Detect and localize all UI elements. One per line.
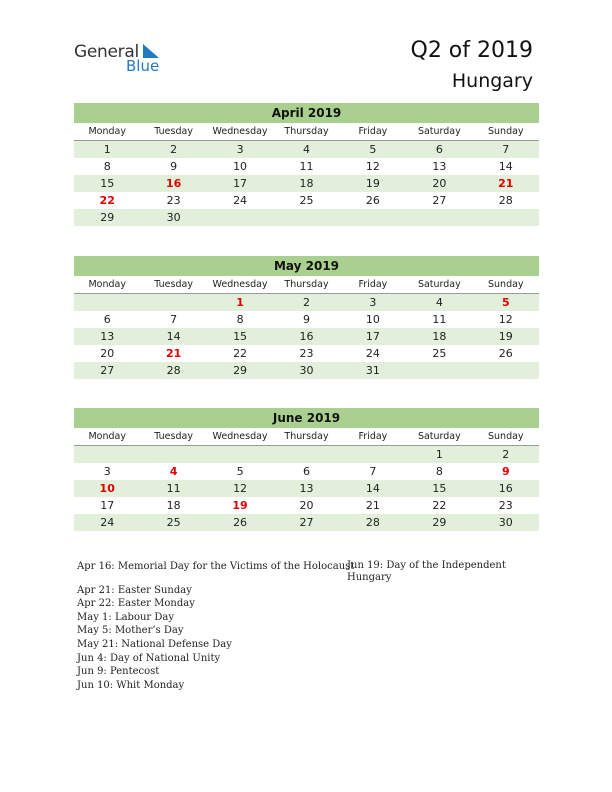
weekday-header: Monday bbox=[74, 276, 140, 294]
day-cell: 19 bbox=[340, 175, 406, 192]
month-title: June 2019 bbox=[74, 408, 539, 428]
weekday-header: Saturday bbox=[406, 276, 472, 294]
day-cell: 1 bbox=[207, 294, 273, 311]
day-cell: 15 bbox=[74, 175, 140, 192]
day-cell: 27 bbox=[273, 514, 339, 531]
day-cell: 10 bbox=[74, 480, 140, 497]
holiday-note: Jun 19: Day of the Independent Hungary bbox=[347, 560, 506, 583]
day-cell: 5 bbox=[340, 141, 406, 158]
day-cell: 11 bbox=[299, 160, 314, 173]
day-cell: 15 bbox=[207, 328, 273, 345]
day-cell: 9 bbox=[170, 160, 178, 173]
day-cell: 20 bbox=[100, 347, 115, 360]
day-cell: 22 bbox=[233, 347, 248, 360]
day-cell: 1 bbox=[74, 141, 140, 158]
weekday-header: Thursday bbox=[273, 428, 339, 446]
day-cell: 14 bbox=[140, 328, 206, 345]
country-name: Hungary bbox=[451, 70, 533, 92]
day-cell: 8 bbox=[435, 465, 443, 478]
day-cell: 17 bbox=[207, 175, 273, 192]
day-cell: 3 bbox=[207, 141, 273, 158]
day-cell: 16 bbox=[140, 175, 206, 192]
day-cell: 9 bbox=[501, 465, 510, 478]
weekday-header: Tuesday bbox=[140, 123, 206, 141]
weekday-header: Saturday bbox=[406, 123, 472, 141]
day-cell: 7 bbox=[170, 313, 178, 326]
day-cell: 11 bbox=[140, 480, 206, 497]
day-cell: 27 bbox=[74, 362, 140, 379]
day-cell: 14 bbox=[498, 160, 513, 173]
day-cell: 10 bbox=[365, 313, 380, 326]
day-cell: 25 bbox=[140, 514, 206, 531]
weekday-header: Friday bbox=[340, 123, 406, 141]
page-title: Q2 of 2019 bbox=[410, 38, 533, 63]
holiday-note: Jun 4: Day of National Unity bbox=[77, 652, 221, 664]
day-cell: 30 bbox=[273, 362, 339, 379]
day-cell: 22 bbox=[432, 499, 447, 512]
day-cell: 26 bbox=[207, 514, 273, 531]
weekday-header: Sunday bbox=[473, 276, 539, 294]
empty-day-cell bbox=[207, 446, 273, 463]
holiday-note: Jun 9: Pentecost bbox=[77, 666, 160, 678]
empty-day-cell bbox=[140, 294, 206, 311]
day-cell: 5 bbox=[236, 465, 244, 478]
empty-day-cell bbox=[406, 362, 472, 379]
day-cell: 29 bbox=[207, 362, 273, 379]
empty-day-cell bbox=[273, 446, 339, 463]
day-cell: 6 bbox=[302, 465, 310, 478]
day-cell: 3 bbox=[103, 465, 111, 478]
weekday-header: Friday bbox=[340, 428, 406, 446]
day-cell: 18 bbox=[406, 328, 472, 345]
day-cell: 28 bbox=[140, 362, 206, 379]
day-cell: 23 bbox=[498, 499, 513, 512]
empty-day-cell bbox=[340, 446, 406, 463]
holiday-note: May 1: Labour Day bbox=[77, 611, 174, 623]
day-cell: 13 bbox=[273, 480, 339, 497]
weekday-header: Tuesday bbox=[140, 276, 206, 294]
month-title: April 2019 bbox=[74, 103, 539, 123]
day-cell: 29 bbox=[74, 209, 140, 226]
empty-day-cell bbox=[273, 209, 339, 226]
weekday-header: Wednesday bbox=[207, 123, 273, 141]
weekday-header: Thursday bbox=[273, 123, 339, 141]
day-cell: 18 bbox=[166, 499, 181, 512]
empty-day-cell bbox=[207, 209, 273, 226]
day-cell: 8 bbox=[236, 313, 244, 326]
weekday-header: Tuesday bbox=[140, 428, 206, 446]
day-cell: 16 bbox=[273, 328, 339, 345]
weekday-header: Saturday bbox=[406, 428, 472, 446]
day-cell: 9 bbox=[302, 313, 310, 326]
day-cell: 24 bbox=[365, 347, 380, 360]
day-cell: 3 bbox=[340, 294, 406, 311]
day-cell: 22 bbox=[99, 194, 115, 207]
empty-day-cell bbox=[140, 446, 206, 463]
day-cell: 30 bbox=[473, 514, 539, 531]
day-cell: 12 bbox=[207, 480, 273, 497]
empty-day-cell bbox=[74, 446, 140, 463]
day-cell: 7 bbox=[473, 141, 539, 158]
weekday-header: Sunday bbox=[473, 428, 539, 446]
weekday-header: Friday bbox=[340, 276, 406, 294]
day-cell: 24 bbox=[74, 514, 140, 531]
day-cell: 11 bbox=[432, 313, 447, 326]
day-cell: 21 bbox=[165, 347, 182, 360]
day-cell: 10 bbox=[233, 160, 248, 173]
day-cell: 24 bbox=[233, 194, 248, 207]
day-cell: 20 bbox=[299, 499, 314, 512]
day-cell: 17 bbox=[100, 499, 115, 512]
day-cell: 20 bbox=[406, 175, 472, 192]
weekday-header: Sunday bbox=[473, 123, 539, 141]
day-cell: 25 bbox=[432, 347, 447, 360]
day-cell: 19 bbox=[232, 499, 248, 512]
month-may bbox=[74, 256, 539, 379]
day-cell: 28 bbox=[340, 514, 406, 531]
holiday-note: Apr 21: Easter Sunday bbox=[77, 584, 192, 596]
day-cell: 5 bbox=[473, 294, 539, 311]
day-cell: 17 bbox=[340, 328, 406, 345]
day-cell: 2 bbox=[473, 446, 539, 463]
day-cell: 7 bbox=[369, 465, 377, 478]
day-cell: 31 bbox=[340, 362, 406, 379]
holiday-note: Apr 16: Memorial Day for the Victims of the Holocaust bbox=[77, 561, 355, 572]
calendar-grid bbox=[74, 123, 539, 226]
day-cell: 13 bbox=[74, 328, 140, 345]
day-cell: 12 bbox=[498, 313, 513, 326]
day-cell: 4 bbox=[169, 465, 178, 478]
holiday-notes-column-1 bbox=[77, 560, 355, 692]
empty-day-cell bbox=[406, 209, 472, 226]
day-cell: 2 bbox=[140, 141, 206, 158]
day-cell: 18 bbox=[273, 175, 339, 192]
holiday-note: Jun 10: Whit Monday bbox=[77, 679, 185, 691]
day-cell: 21 bbox=[473, 175, 539, 192]
day-cell: 12 bbox=[365, 160, 380, 173]
holiday-note: Apr 22: Easter Monday bbox=[77, 598, 195, 610]
day-cell: 30 bbox=[140, 209, 206, 226]
day-cell: 4 bbox=[273, 141, 339, 158]
holiday-notes-column-2 bbox=[347, 560, 537, 584]
day-cell: 26 bbox=[365, 194, 380, 207]
day-cell: 13 bbox=[432, 160, 447, 173]
day-cell: 6 bbox=[103, 313, 111, 326]
day-cell: 21 bbox=[365, 499, 380, 512]
logo-text-blue: Blue bbox=[126, 57, 160, 75]
day-cell: 23 bbox=[166, 194, 181, 207]
month-title: May 2019 bbox=[74, 256, 539, 276]
empty-day-cell bbox=[473, 209, 539, 226]
day-cell: 6 bbox=[406, 141, 472, 158]
empty-day-cell bbox=[74, 294, 140, 311]
day-cell: 4 bbox=[406, 294, 472, 311]
day-cell: 16 bbox=[473, 480, 539, 497]
weekday-header: Monday bbox=[74, 123, 140, 141]
weekday-header: Monday bbox=[74, 428, 140, 446]
day-cell: 25 bbox=[299, 194, 314, 207]
month-april bbox=[74, 103, 539, 226]
empty-day-cell bbox=[473, 362, 539, 379]
day-cell: 1 bbox=[406, 446, 472, 463]
logo-text-general: General bbox=[74, 42, 139, 62]
weekday-header: Wednesday bbox=[207, 276, 273, 294]
logo bbox=[74, 42, 174, 78]
day-cell: 27 bbox=[432, 194, 447, 207]
day-cell: 19 bbox=[473, 328, 539, 345]
calendar-grid bbox=[74, 276, 539, 379]
day-cell: 26 bbox=[498, 347, 513, 360]
day-cell: 29 bbox=[406, 514, 472, 531]
holiday-note: May 21: National Defense Day bbox=[77, 638, 232, 650]
month-june bbox=[74, 408, 539, 531]
day-cell: 8 bbox=[103, 160, 111, 173]
day-cell: 15 bbox=[406, 480, 472, 497]
weekday-header: Thursday bbox=[273, 276, 339, 294]
weekday-header: Wednesday bbox=[207, 428, 273, 446]
calendar-grid bbox=[74, 428, 539, 531]
day-cell: 28 bbox=[498, 194, 513, 207]
day-cell: 2 bbox=[273, 294, 339, 311]
day-cell: 14 bbox=[340, 480, 406, 497]
holiday-note: May 5: Mother’s Day bbox=[77, 625, 184, 637]
empty-day-cell bbox=[340, 209, 406, 226]
day-cell: 23 bbox=[299, 347, 314, 360]
